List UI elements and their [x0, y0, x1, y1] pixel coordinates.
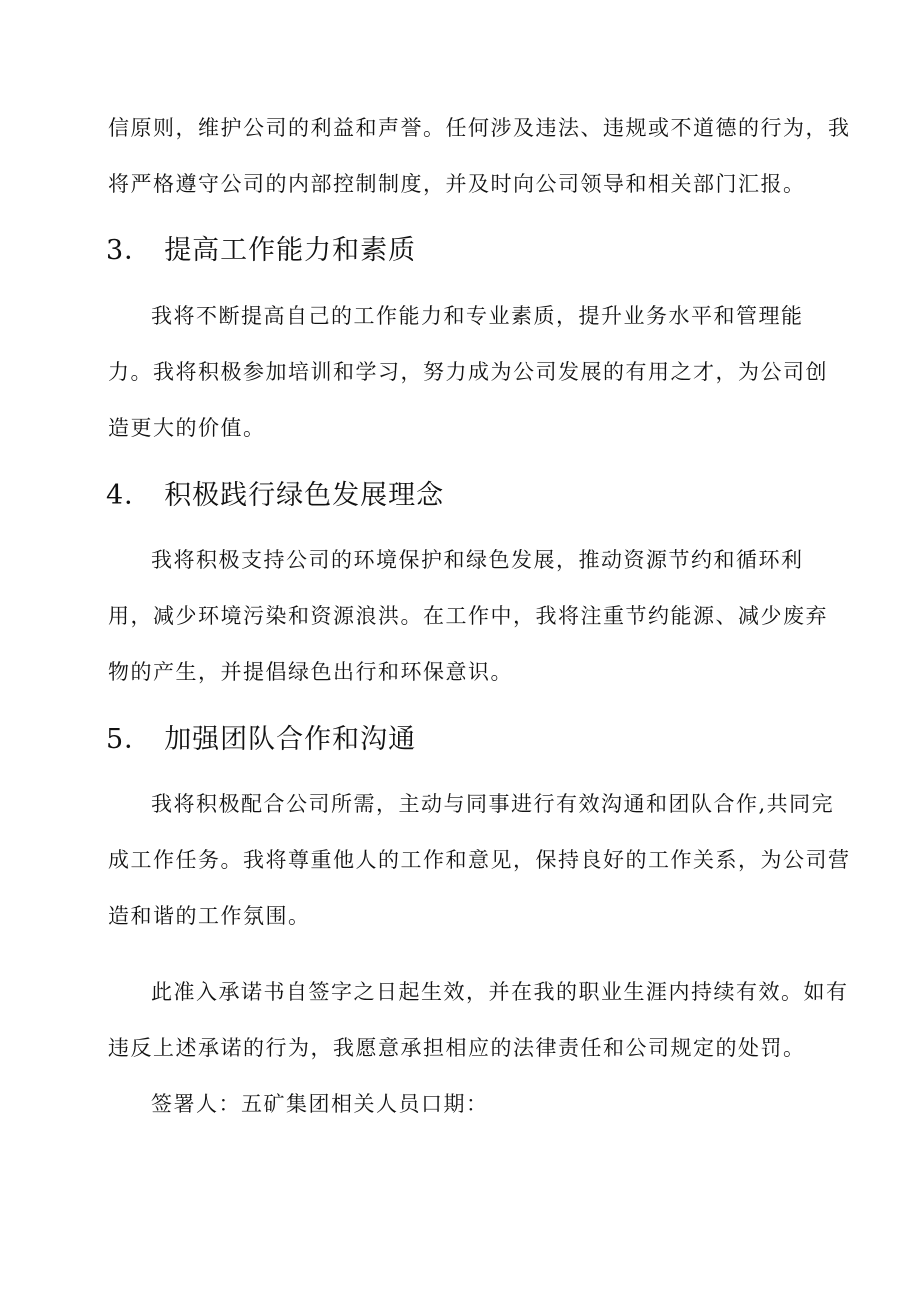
paragraph-line: 用，减少环境污染和资源浪洪。在工作中，我将注重节约能源、减少废弃: [108, 604, 828, 628]
paragraph-line: 力。我将积极参加培训和学习，努力成为公司发展的有用之才，为公司创: [108, 360, 828, 384]
paragraph-line: 违反上述承诺的行为，我愿意承担相应的法律责任和公司规定的处罚。: [108, 1036, 806, 1060]
section-title: 加强团队合作和沟通: [164, 724, 417, 755]
signature-line: 签署人：五矿集团相关人员口期：: [151, 1092, 489, 1116]
section-title: 提高工作能力和素质: [164, 235, 417, 266]
paragraph-line: 我将积极配合公司所需，主动与同事进行有效沟通和团队合作,共同完: [151, 792, 835, 816]
section-number: 4．: [106, 480, 153, 511]
section-number: 3．: [106, 235, 153, 266]
paragraph-line: 造更大的价值。: [108, 416, 266, 440]
paragraph-line: 造和谐的工作氛围。: [108, 904, 311, 928]
paragraph-line: 成工作任务。我将尊重他人的工作和意见，保持良好的工作关系，为公司营: [108, 848, 851, 872]
section-heading-5: [106, 723, 416, 757]
section-title: 积极践行绿色发展理念: [164, 480, 445, 511]
section-heading-4: [106, 479, 444, 513]
section-number: 5．: [106, 724, 153, 755]
paragraph-line: 信原则，维护公司的利益和声誉。任何涉及违法、违规或不道德的行为，我: [108, 116, 851, 140]
paragraph-line: 我将不断提高自己的工作能力和专业素质，提升业务水平和管理能: [151, 304, 804, 328]
paragraph-line: 此准入承诺书自签字之日起生效，并在我的职业生涯内持续有效。如有: [151, 980, 849, 1004]
paragraph-line: 我将积极支持公司的环境保护和绿色发展，推动资源节约和循环利: [151, 548, 804, 572]
section-heading-3: [106, 234, 416, 268]
paragraph-line: 物的产生，并提倡绿色出行和环保意识。: [108, 660, 513, 684]
paragraph-line: 将严格遵守公司的内部控制制度，并及时向公司领导和相关部门汇报。: [108, 172, 806, 196]
